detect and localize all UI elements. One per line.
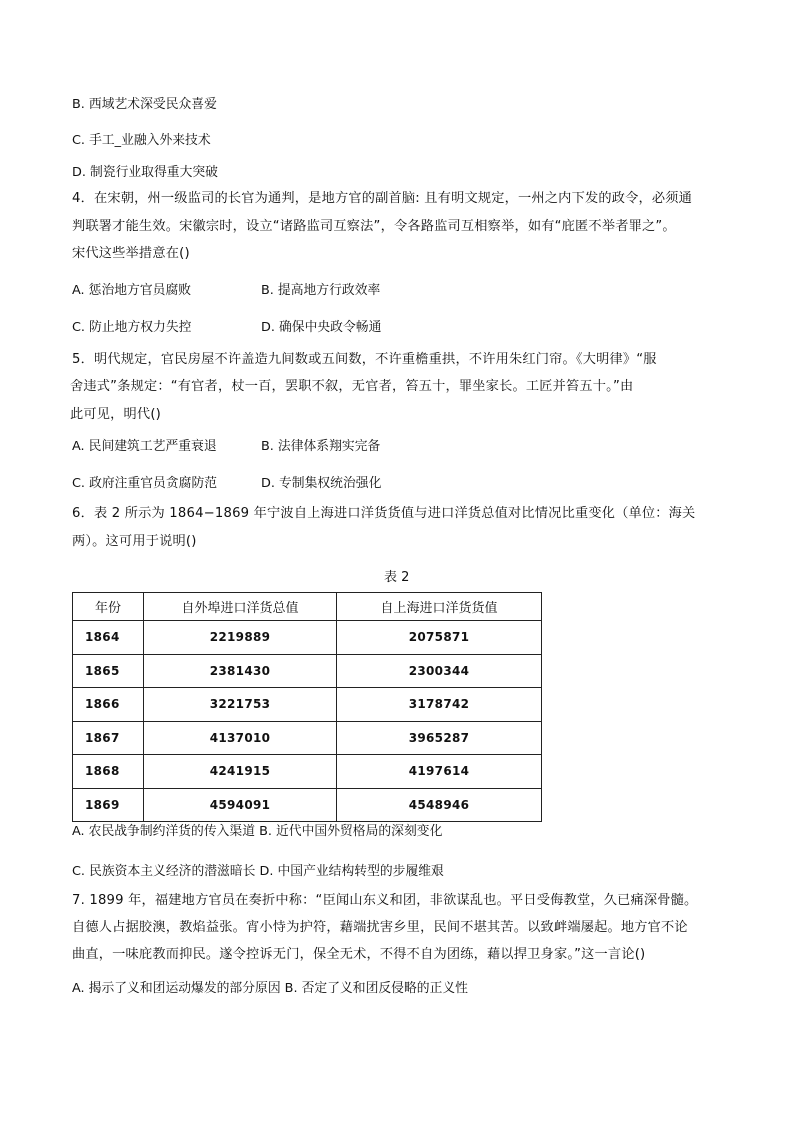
q4-option-d: D. 确保中央政令畅通 bbox=[261, 320, 382, 335]
q6-stem-line-1: 6．表 2 所示为 1864−1869 年宁波自上海进口洋货货值与进口洋货总值对比情况比重变化（单位：海关 bbox=[72, 506, 696, 521]
header-total-imports: 自外埠进口洋货总值 bbox=[144, 593, 337, 621]
cell-year: 1866 bbox=[73, 688, 144, 722]
cell-year: 1868 bbox=[73, 755, 144, 789]
q5-option-d: D. 专制集权统治强化 bbox=[261, 476, 382, 491]
cell-year: 1867 bbox=[73, 721, 144, 755]
q4-stem-line-3: 宋代这些举措意在() bbox=[72, 246, 190, 261]
q4-option-c: C. 防止地方权力失控 bbox=[72, 320, 192, 335]
cell-total: 2381430 bbox=[144, 654, 337, 688]
cell-total: 4241915 bbox=[144, 755, 337, 789]
q7-stem-line-3: 曲直，一味庇教而抑民。遂令控诉无门，保全无术，不得不自为团练，藉以捍卫身家。”这一言论() bbox=[72, 947, 646, 962]
cell-total: 3221753 bbox=[144, 688, 337, 722]
q7-options-ab: A. 揭示了义和团运动爆发的部分原因 B. 否定了义和团反侵略的正义性 bbox=[72, 981, 468, 996]
q5-stem-line-2: 舍违式”条规定：“有官者，杖一百，罢职不叙，无官者，笞五十，罪坐家长。工匠并笞五十。”由 bbox=[70, 379, 634, 394]
q6-stem-line-2: 两）。这可用于说明() bbox=[72, 534, 197, 549]
q5-option-c: C. 政府注重官员贪腐防范 bbox=[72, 476, 218, 491]
q6-options-ab: A. 农民战争制约洋货的传入渠道 B. 近代中国外贸格局的深刻变化 bbox=[72, 824, 443, 839]
cell-total: 4137010 bbox=[144, 721, 337, 755]
q5-option-a: A. 民间建筑工艺严重衰退 bbox=[72, 439, 217, 454]
table-row bbox=[73, 788, 542, 822]
q6-options-cd: C. 民族资本主义经济的潜滋暗长 D. 中国产业结构转型的步履维艰 bbox=[72, 864, 444, 879]
table-row bbox=[73, 621, 542, 655]
table-row bbox=[73, 688, 542, 722]
header-shanghai-imports: 自上海进口洋货货值 bbox=[337, 593, 542, 621]
q4-option-a: A. 惩治地方官员腐败 bbox=[72, 283, 192, 298]
q3-option-d: D. 制瓷行业取得重大突破 bbox=[72, 165, 218, 180]
q7-stem-line-1: 7. 1899 年，福建地方官员在奏折中称：“臣闻山东义和团，非欲谋乱也。平日受侮教堂，久已痛深骨髓。 bbox=[72, 893, 698, 908]
q7-stem-line-2: 自德人占据胶澳，教焰益张。宵小恃为护符，藉端扰害乡里，民间不堪其苦。以致衅端屡起。地方官不论 bbox=[72, 920, 688, 935]
q4-option-b: B. 提高地方行政效率 bbox=[261, 283, 381, 298]
q5-option-b: B. 法律体系翔实完备 bbox=[261, 439, 381, 454]
cell-shanghai: 3178742 bbox=[337, 688, 542, 722]
q5-stem-line-3: 此可见，明代() bbox=[70, 407, 162, 422]
header-year: 年份 bbox=[73, 593, 144, 621]
cell-shanghai: 3965287 bbox=[337, 721, 542, 755]
table-row bbox=[73, 654, 542, 688]
cell-total: 4594091 bbox=[144, 788, 337, 822]
table-header-row bbox=[73, 593, 542, 621]
table-caption: 表 2 bbox=[384, 570, 410, 585]
cell-shanghai: 2075871 bbox=[337, 621, 542, 655]
table-row bbox=[73, 755, 542, 789]
trade-table bbox=[72, 592, 542, 822]
cell-year: 1864 bbox=[73, 621, 144, 655]
q4-stem-line-2: 判联署才能生效。宋徽宗时，设立“诸路监司互察法”，令各路监司互相察举，如有“庇匿不举者罪之”。 bbox=[72, 219, 676, 234]
cell-shanghai: 2300344 bbox=[337, 654, 542, 688]
cell-year: 1869 bbox=[73, 788, 144, 822]
cell-total: 2219889 bbox=[144, 621, 337, 655]
q3-option-c: C. 手工_业融入外来技术 bbox=[72, 133, 211, 148]
q4-stem-line-1: 4．在宋朝，州一级监司的长官为通判，是地方官的副首脑: 且有明文规定，一州之内下发的政令，必须通 bbox=[72, 191, 693, 206]
q5-stem-line-1: 5．明代规定，官民房屋不许盖造九间数或五间数，不许重檐重拱，不许用朱红门帘。《大明律》“服 bbox=[72, 352, 657, 367]
q3-option-b: B. 西域艺术深受民众喜爱 bbox=[72, 97, 217, 112]
cell-shanghai: 4197614 bbox=[337, 755, 542, 789]
cell-year: 1865 bbox=[73, 654, 144, 688]
table-row bbox=[73, 721, 542, 755]
cell-shanghai: 4548946 bbox=[337, 788, 542, 822]
